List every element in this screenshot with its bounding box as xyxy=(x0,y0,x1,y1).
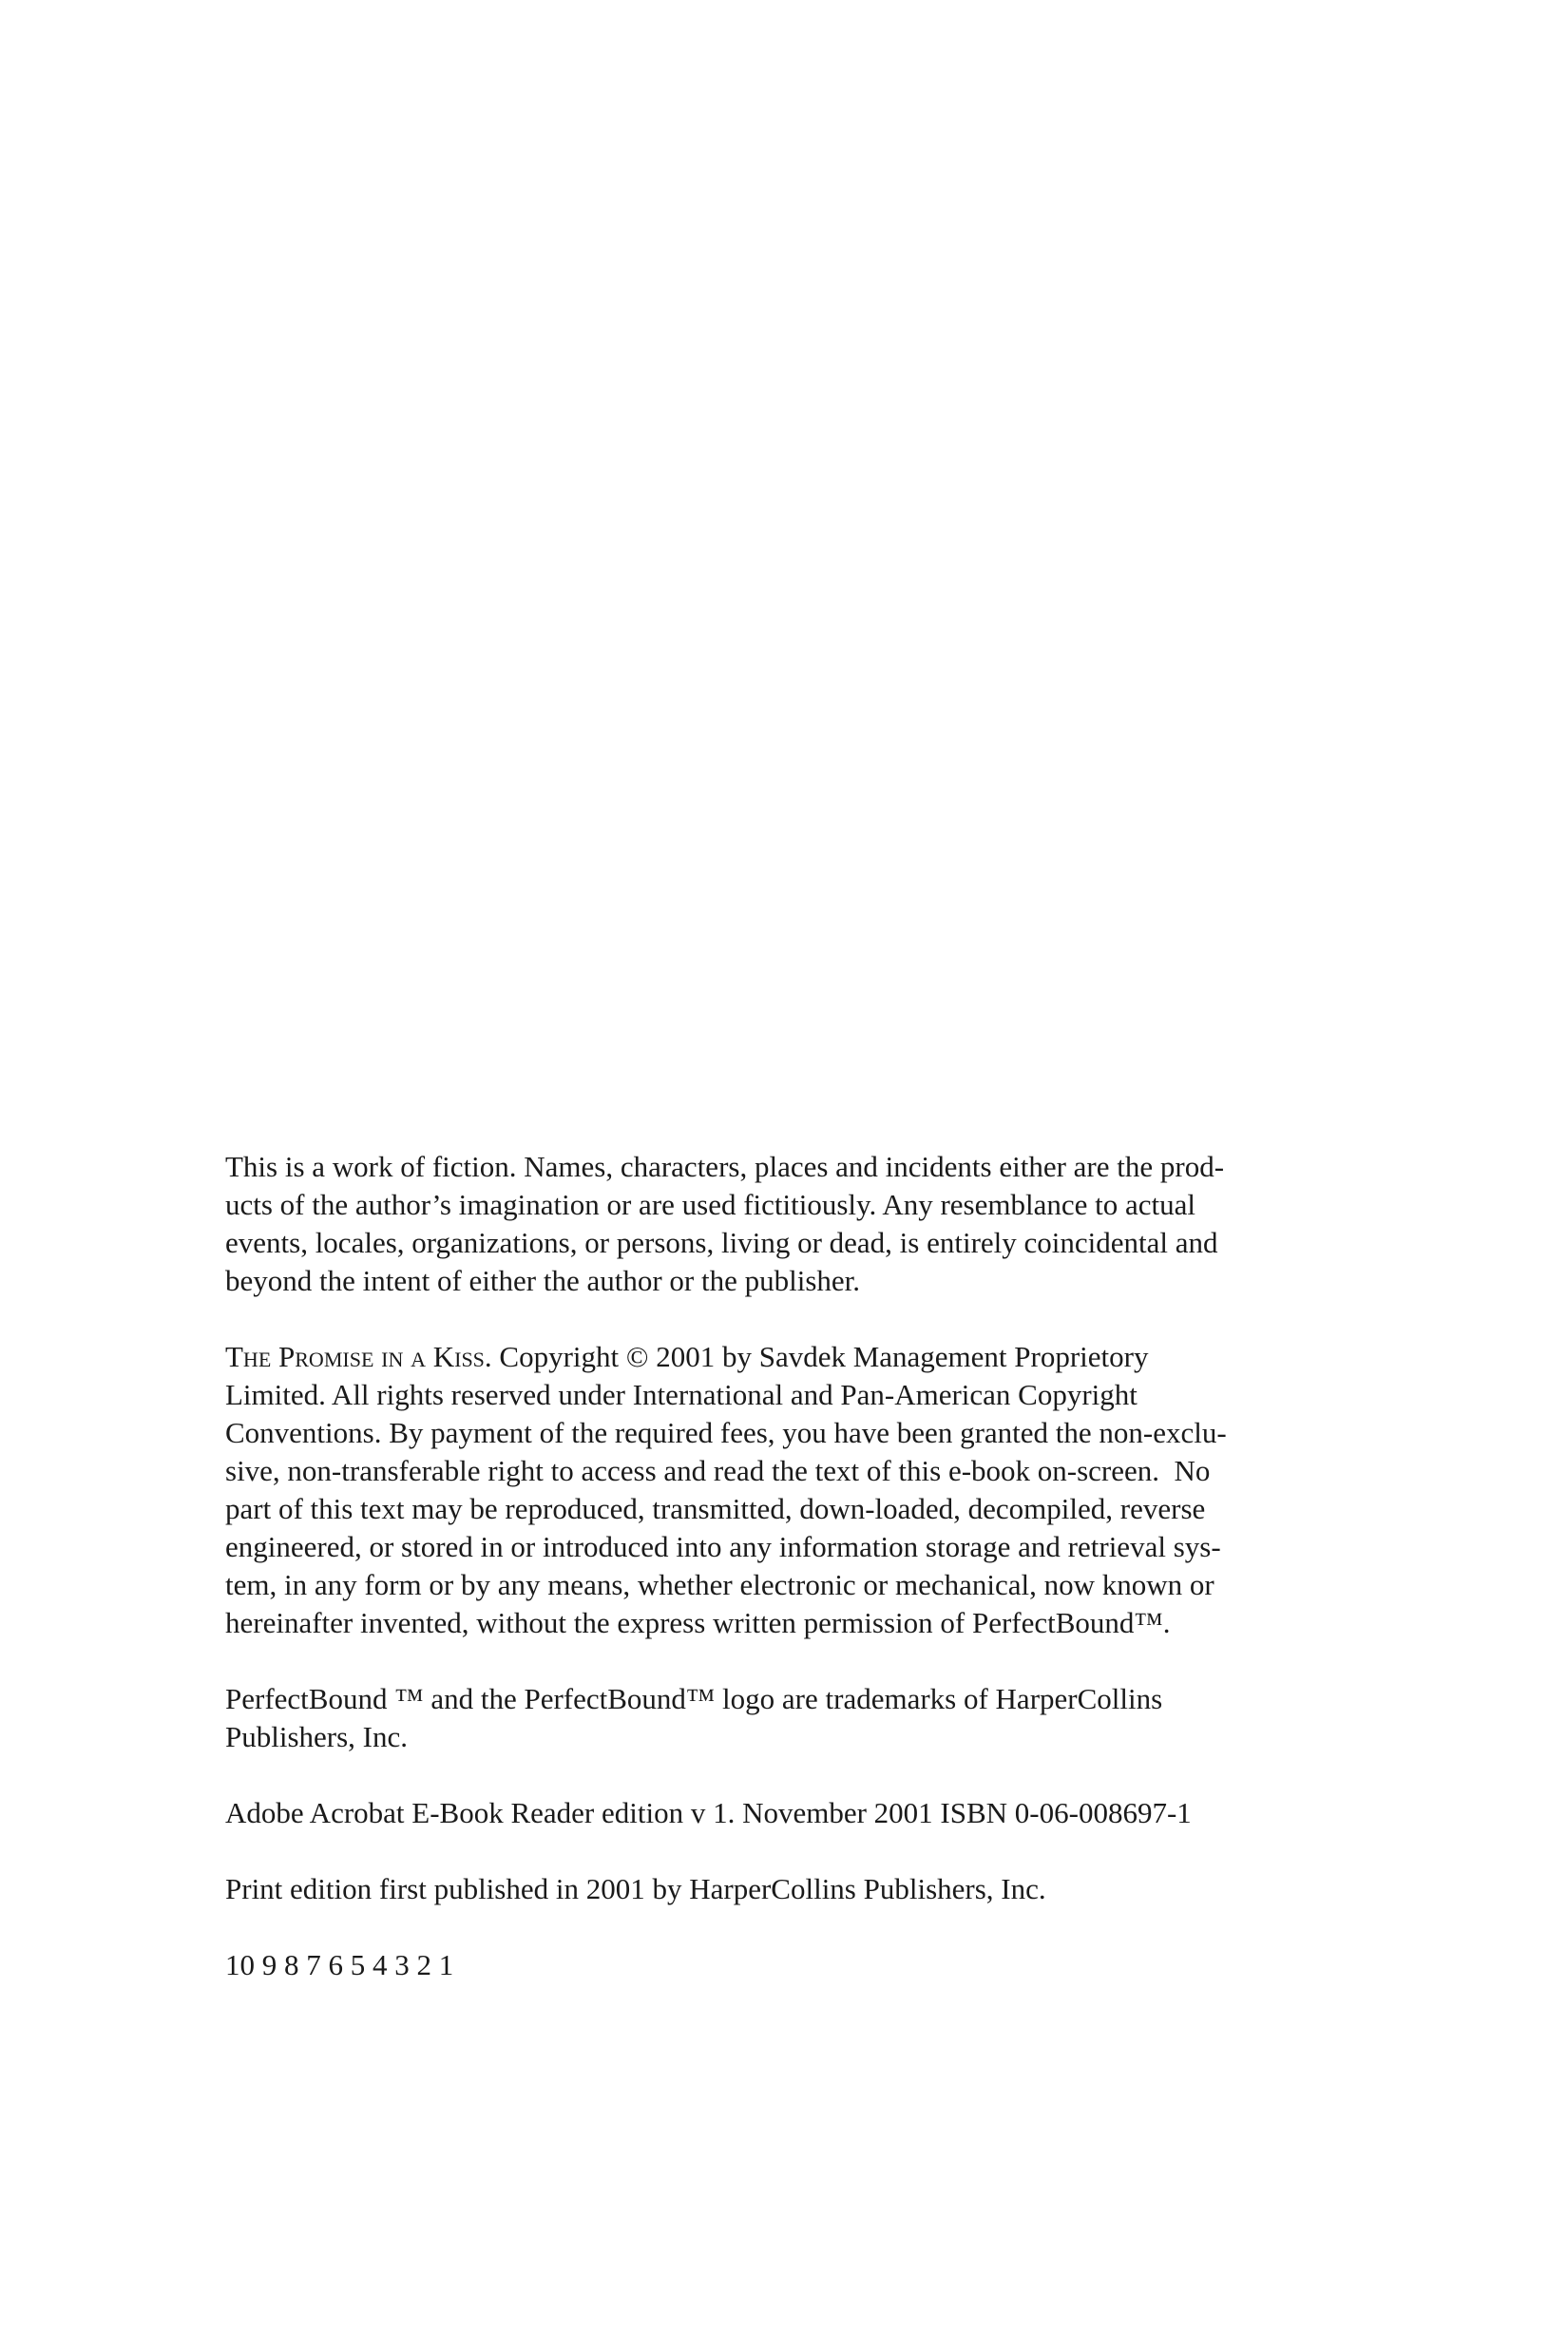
copyright-line xyxy=(225,1338,1337,1376)
fiction-disclaimer xyxy=(225,1148,1337,1300)
copyright-line: hereinafter invented, without the express written permission of PerfectBound™. xyxy=(225,1606,1171,1639)
copyright-line: tem, in any form or by any means, whether electronic or mechanical, now known or xyxy=(225,1568,1214,1601)
edition-info xyxy=(225,1794,1337,1832)
printing-numbers: 10 9 8 7 6 5 4 3 2 1 xyxy=(225,1948,454,1981)
copyright-statement: . Copyright © 2001 by Savdek Management Proprietory xyxy=(484,1340,1149,1373)
trademark-line: Publishers, Inc. xyxy=(225,1720,409,1753)
copyright-line: part of this text may be reproduced, transmitted, down-loaded, decompiled, reverse xyxy=(225,1492,1206,1525)
copyright-block xyxy=(225,1148,1337,2022)
disclaimer-line: events, locales, organizations, or persons, living or dead, is entirely coincidental and xyxy=(225,1226,1218,1259)
trademark-line: PerfectBound ™ and the PerfectBound™ logo are trademarks of HarperCollins xyxy=(225,1682,1163,1715)
book-title: The Promise in a Kiss xyxy=(225,1340,485,1373)
disclaimer-line: beyond the intent of either the author or the publisher. xyxy=(225,1264,861,1297)
copyright-line: Conventions. By payment of the required fees, you have been granted the non-exclu- xyxy=(225,1416,1227,1449)
trademark-notice xyxy=(225,1680,1337,1756)
copyright-line: Limited. All rights reserved under International and Pan-American Copyright xyxy=(225,1378,1138,1411)
copyright-notice xyxy=(225,1338,1337,1642)
edition-line: Adobe Acrobat E-Book Reader edition v 1. November 2001 ISBN 0-06-008697-1 xyxy=(225,1796,1192,1829)
printing-line xyxy=(225,1946,1337,1984)
print-edition-info xyxy=(225,1870,1337,1908)
copyright-line: engineered, or stored in or introduced into any information storage and retrieval sys- xyxy=(225,1530,1221,1563)
copyright-line: sive, non-transferable right to access and read the text of this e-book on-screen. No xyxy=(225,1454,1211,1487)
print-edition-line: Print edition first published in 2001 by HarperCollins Publishers, Inc. xyxy=(225,1872,1046,1905)
disclaimer-line: ucts of the author’s imagination or are used fictitiously. Any resemblance to actual xyxy=(225,1188,1195,1221)
disclaimer-line: This is a work of fiction. Names, characters, places and incidents either are the prod- xyxy=(225,1150,1225,1183)
